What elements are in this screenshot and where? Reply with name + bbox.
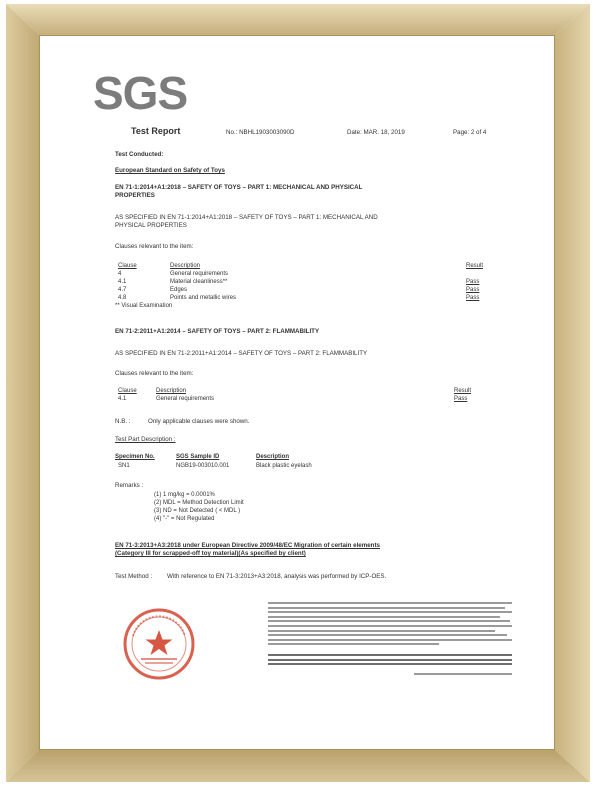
table-row: 4.8 (118, 295, 127, 301)
table-row: 4.1 (118, 396, 127, 402)
specimen-no: SN1 (118, 463, 130, 469)
part1-title-line1: EN 71-1:2014+A1:2018 – SAFETY OF TOYS – PART 1: MECHANICAL AND PHYSICAL (115, 184, 363, 191)
star-icon (146, 630, 173, 655)
test-method-label: Test Method : (115, 573, 153, 580)
table-cell-result: Pass (466, 279, 480, 285)
table1-header-result: Result (466, 263, 484, 269)
specimen-sample-id: NGB19-003010.001 (176, 463, 230, 469)
specimen-header-id: SGS Sample ID (176, 454, 220, 460)
report-title: Test Report (131, 126, 181, 136)
table-row: 4 (118, 271, 122, 277)
table-cell-description: General requirements (170, 271, 229, 277)
table-cell-description: Material cleanliness** (170, 279, 228, 285)
remark-item: (3) ND = Not Detected ( < MDL ) (154, 508, 241, 514)
nb-label: N.B. : (115, 418, 131, 425)
nb-text: Only applicable clauses were shown. (148, 418, 250, 425)
table-cell-description: Edges (170, 287, 188, 293)
test-report-page (40, 36, 554, 749)
report-date: Date: MAR. 18, 2019 (347, 129, 405, 136)
company-seal (121, 606, 197, 682)
report-number: No.: NBHL1903003090D (226, 129, 295, 136)
clauses-relevant-2: Clauses relevant to the item: (115, 370, 194, 377)
table2-header-clause: Clause (118, 388, 137, 394)
remarks-label: Remarks : (115, 482, 144, 489)
part1-spec-line2: PHYSICAL PROPERTIES (115, 222, 187, 229)
table1-header-clause: Clause (118, 263, 137, 269)
test-method-text: With reference to EN 71-3:2013+A3:2018, analysis was performed by ICP-OES. (167, 573, 387, 580)
standard-title: European Standard on Safety of Toys (115, 167, 225, 174)
remark-item: (1) 1 mg/kg = 0.0001% (154, 492, 215, 498)
remark-item: (4) "-" = Not Regulated (154, 516, 215, 522)
remark-item: (2) MDL = Method Detection Limit (154, 500, 244, 506)
table2-header-description: Description (156, 388, 187, 394)
visual-examination-note: ** Visual Examination (115, 303, 173, 309)
part3-title-line2: (Category III for scrapped-off toy material)(As specified by client) (115, 550, 306, 557)
specimen-header-description: Description (256, 454, 290, 460)
test-conducted-label: Test Conducted: (115, 151, 164, 158)
sgs-logo: SGS (93, 67, 188, 119)
part1-spec-line1: AS SPECIFIED IN EN 71-1:2014+A1:2018 – SAFETY OF TOYS – PART 1: MECHANICAL AND (115, 214, 378, 221)
part3-title-line1: EN 71-3:2013+A3:2018 under European Directive 2009/48/EC Migration of certain elements (115, 542, 380, 549)
specimen-description: Black plastic eyelash (256, 463, 312, 469)
part2-spec: AS SPECIFIED IN EN 71-2:2011+A1:2014 – SAFETY OF TOYS – PART 2: FLAMMABILITY (115, 350, 368, 357)
legal-fine-print (268, 602, 512, 677)
table-cell-description: General requirements (156, 396, 215, 402)
part1-title-line2: PROPERTIES (115, 192, 155, 199)
table2-header-result: Result (454, 388, 472, 394)
table-row: 4.7 (118, 287, 127, 293)
specimen-header-no: Specimen No. (115, 454, 155, 460)
test-part-description-label: Test Part Description : (115, 436, 176, 443)
clauses-relevant-1: Clauses relevant to the item: (115, 243, 194, 250)
table-row: 4.1 (118, 279, 127, 285)
part2-title: EN 71-2:2011+A1:2014 – SAFETY OF TOYS – PART 2: FLAMMABILITY (115, 328, 320, 335)
page-number: Page: 2 of 4 (453, 129, 487, 136)
table1-header-description: Description (170, 263, 201, 269)
table-cell-result: Pass (466, 295, 480, 301)
table-cell-description: Points and metallic wires (170, 295, 237, 301)
table-cell-result: Pass (454, 396, 468, 402)
table-cell-result: Pass (466, 287, 480, 293)
